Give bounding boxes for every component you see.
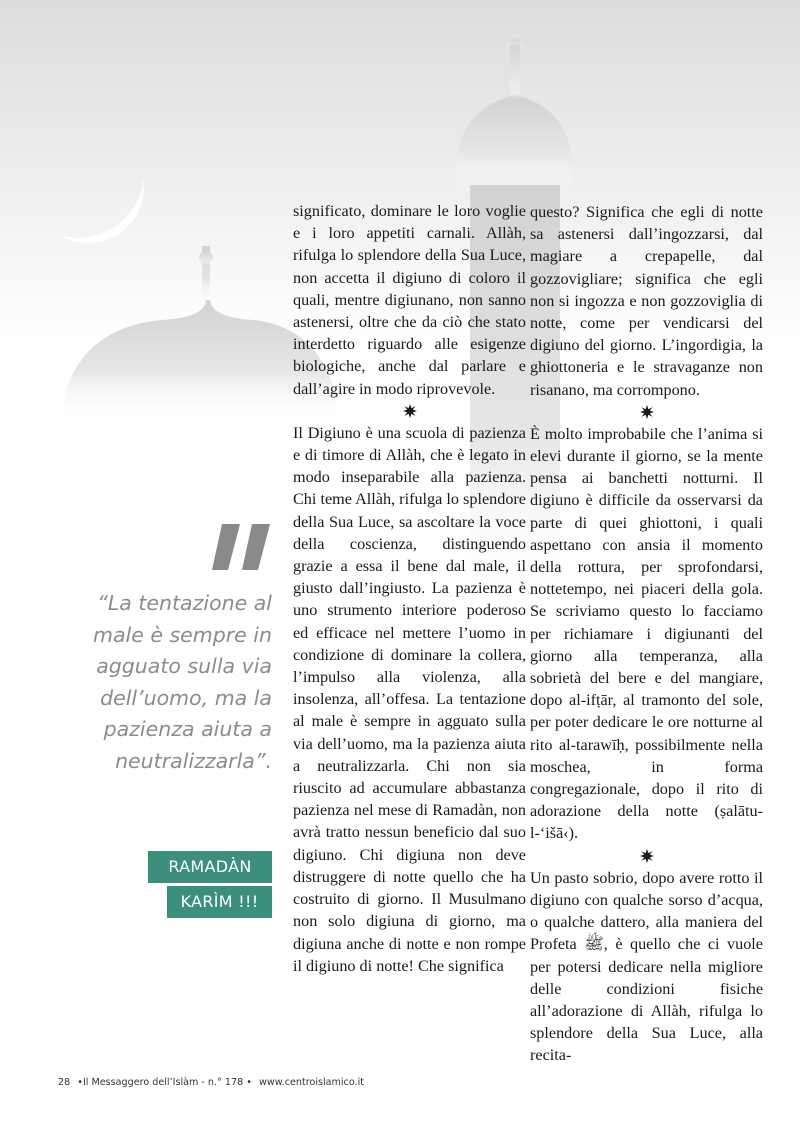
column2-paragraph-1: questo? Significa che egli di notte sa astenersi dall’ingozzarsi, dal magiare a crepapelle, dal gozzovigliare; significa che egli non si ingozza e non gozzoviglia di notte, come per vendicarsi del digiuno del giorno. L’ingordigia, la ghiottoneria e le stravaganze non risanano, ma corrompono.: [530, 203, 763, 399]
star-ornament-icon: [293, 400, 526, 422]
quote-marks-icon: [212, 524, 272, 570]
star-ornament-icon: [530, 401, 763, 423]
website-link[interactable]: www.centroislamico.it: [259, 1077, 365, 1088]
page-footer: [58, 1077, 368, 1088]
page-number: 28: [58, 1077, 71, 1088]
magazine-name: •Il Messaggero dell’Islàm - n.° 178 •: [77, 1077, 252, 1088]
ramadan-badge-line1: RAMADÀN: [148, 851, 272, 883]
text-column-2: [530, 201, 763, 1067]
column1-paragraph-2: Il Digiuno è una scuola di pazienza e di timore di Allàh, che è legato in modo inseparabile alla pazienza. Chi teme Allàh, rifulga lo splendore della Sua Luce, sa ascoltare la voce della coscienza, distinguendo grazie a essa il bene dal male, il giusto dall’ingiusto. La pazienza è uno strumento interiore poderoso ed efficace nel mettere l’uomo in condizione di dominare la collera, l’impulso alla violenza, alla insolenza, all’offesa. La tentazione al male è sempre in agguato sulla via dell’uomo, ma la pazienza aiuta a neutralizzarla. Chi non sia riuscito ad accumulare abbastanza pazienza nel mese di Ramadàn, non avrà tratto nessun beneficio dal suo digiuno. Chi digiuna non deve distruggere di notte quello che ha costruito di giorno. Il Musulmano non solo digiuna di giorno, ma digiuna anche di notte e non rompe il digiuno di notte! Che significa: [293, 423, 526, 975]
column1-paragraph-1: significato, dominare le loro voglie e i loro appetiti carnali. Allàh, rifulga lo splendore della Sua Luce, non accetta il digiuno di coloro il quali, mentre digiunano, non sanno astenersi, oltre che da ciò che stato interdetto riguardo alle esigenze biologiche, anche dal parlare e dall’agire in modo riprovevole.: [293, 202, 526, 398]
column2-paragraph-2: È molto improbabile che l’anima si elevi durante il giorno, se la mente pensa ai banchetti notturni. Il digiuno è difficile da osservarsi da parte di quei ghiottoni, i quali aspettano con ansia il momento della rottura, per sprofondarsi, nottetempo, nei piaceri della gola. Se scriviamo questo lo facciamo per richiamare i digiunanti del giorno alla temperanza, alla sobrietà del bere e del mangiare, dopo al-ifṭār, al tramonto del sole, per poter dedicare le ore notturne al rito al-tarawīḥ, possibilmente nella moschea, in forma congregazionale, dopo il rito di adorazione della notte (ṣalātu-l-‘išā‹).: [530, 424, 763, 843]
column2-paragraph-3: Un pasto sobrio, dopo avere rotto il digiuno con qualche sorso d’acqua, o qualche dattero, alla maniera del Profeta ﷺ, è quello che ci vuole per potersi dedicare nella migliore delle condizioni fisiche all’adorazione di Allàh, rifulga lo splendore della Sua Luce, alla recita-: [530, 868, 763, 1065]
text-column-1: [293, 200, 526, 977]
star-ornament-icon: [530, 845, 763, 867]
ramadan-badge-line2: KARÌM !!!: [167, 886, 272, 918]
crescent-moon-icon: [32, 131, 144, 243]
pull-quote: “La tentazione al male è sempre in agguato sulla via dell’uomo, ma la pazienza aiuta a neutralizzarla”.: [92, 591, 272, 773]
